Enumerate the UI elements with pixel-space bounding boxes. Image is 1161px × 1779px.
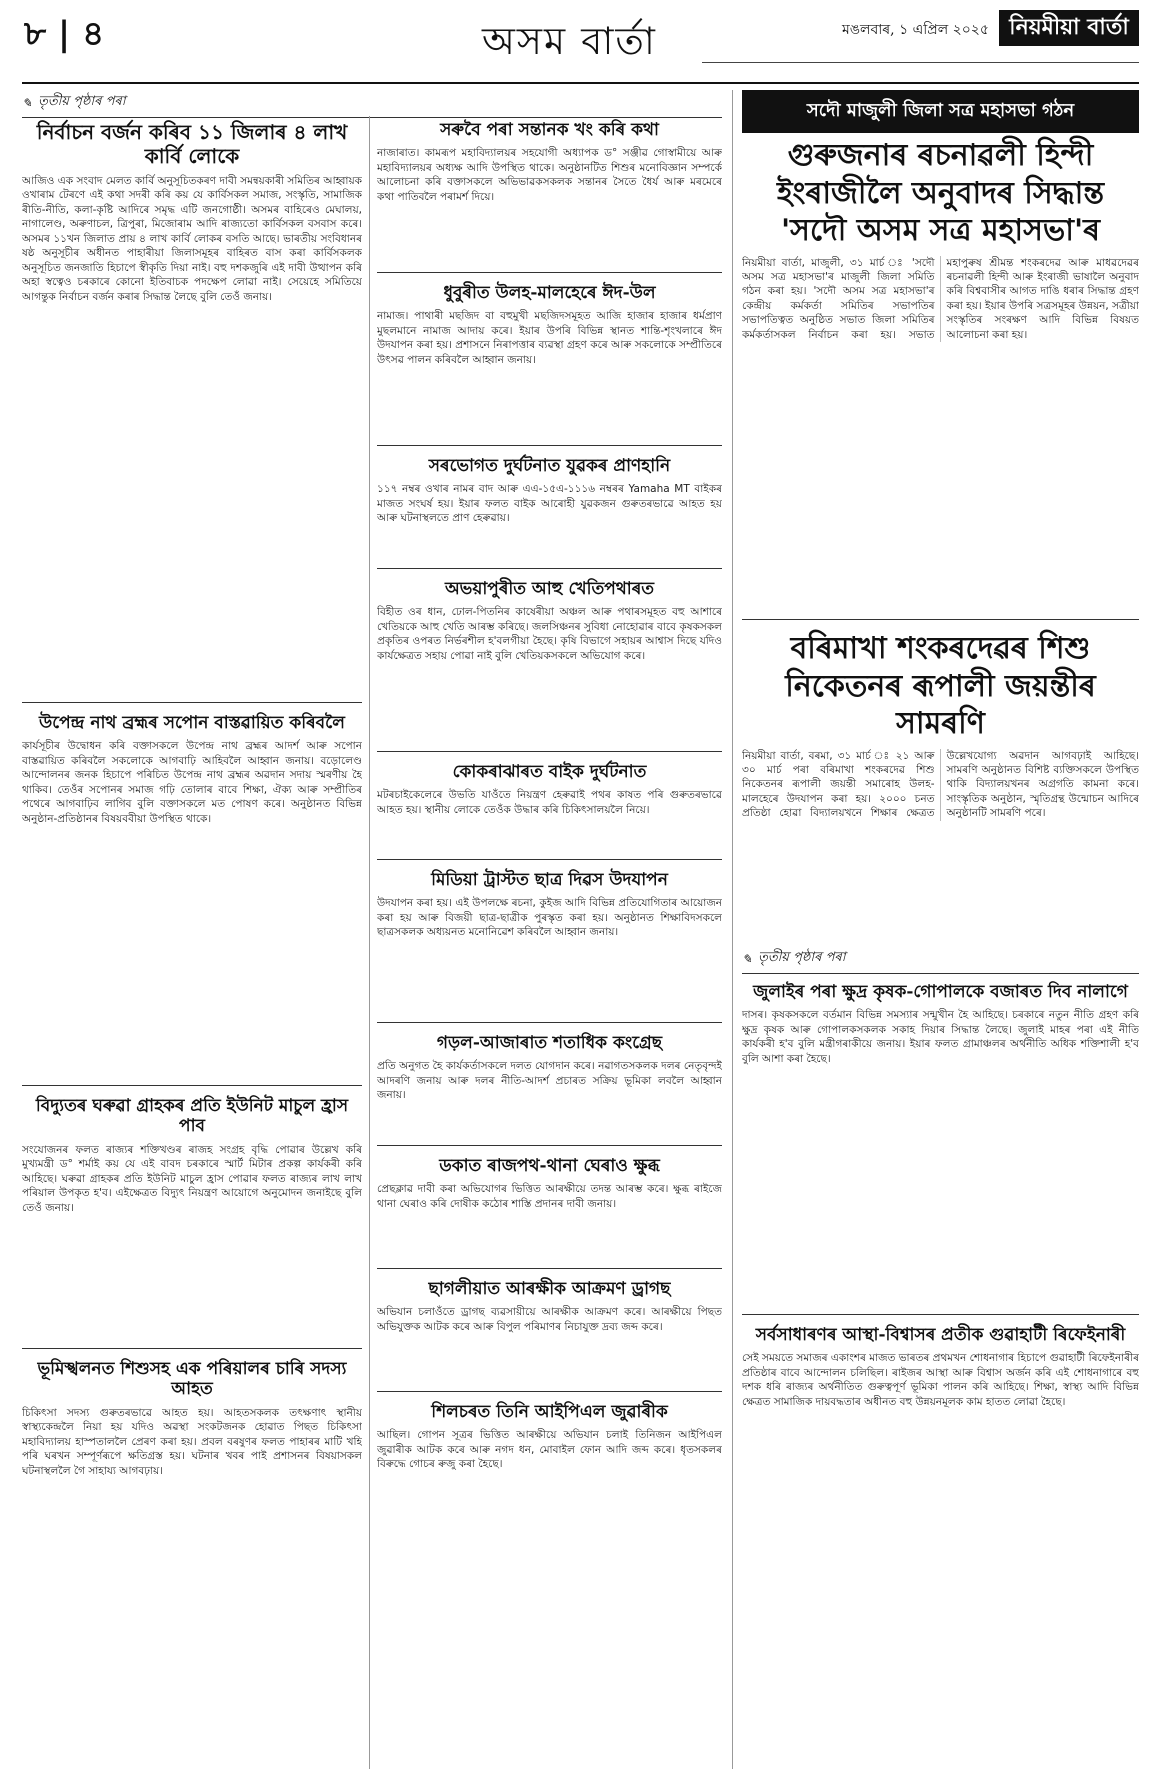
column-divider <box>369 116 370 1769</box>
story-body: নাজাৰাত। কামৰূপ মহাবিদ্যালয়ৰ সহযোগী অধ্যাপক ড° সঞ্জীৱ গোস্বামীয়ে আৰু মহাবিদ্যালয়ৰ অধ্যক্ষ আদি উপস্থিত থাকে। অনুষ্ঠানটিত শিশুৰ মনোবিজ্ঞান সম্পৰ্কে আলোচনা কৰি বক্তাসকলে অভিভাৱকসকলক সন্তানৰ সৈতে ধৈৰ্য আৰু মৰমেৰে কথা পাতিবলৈ পৰামৰ্শ দিয়ে। <box>377 147 722 203</box>
story-body: নিয়মীয়া বাৰ্তা, মাজুলী, ৩১ মাৰ্চ ঃ 'সদৌ অসম সত্ৰ মহাসভা'ৰ মাজুলী জিলা সমিতি গঠন কৰা হয়। 'সদৌ অসম সত্ৰ মহাসভা'ৰ কেন্দ্ৰীয় কৰ্মকৰ্তা সমিতিৰ সভাপতিৰ সভাপতিত্বত অনুষ্ঠিত সভাত জিলা সমিতিৰ কৰ্মকৰ্তাসকল নিৰ্বাচন কৰা হয়। সভাত মহাপুৰুষ শ্ৰীমন্ত শংকৰদেৱ আৰু মাধৱদেৱৰ ৰচনাৱলী হিন্দী আৰু ইংৰাজী ভাষালৈ অনুবাদ কৰি বিশ্ববাসীৰ আগত দাঙি ধৰাৰ সিদ্ধান্ত গ্ৰহণ কৰা হয়। ইয়াৰ উপৰি সত্ৰসমূহৰ উন্নয়ন, সত্ৰীয়া সংস্কৃতিৰ সংৰক্ষণ আদি বিভিন্ন বিষয়ত আলোচনা কৰা হয়। <box>742 256 1139 341</box>
headline: অভয়াপুৰীত আহু খেতিপথাৰত <box>444 579 655 599</box>
headline: কোকৰাঝাৰত বাইক দুৰ্ঘটনাত <box>452 762 647 782</box>
story-ipl-gamblers <box>377 1398 722 1528</box>
story-body: প্ৰেছক্লাৱ দাবী কৰা অভিযোগৰ ভিত্তিত আৰক্ষীয়ে তদন্ত আৰম্ভ কৰে। ক্ষুব্ধ ৰাইজে থানা ঘেৰাও কৰি দোষীক কঠোৰ শাস্তি প্ৰদানৰ দাবী জনায়। <box>377 1183 722 1210</box>
divider <box>377 445 722 446</box>
pencil-icon: ✎ <box>22 95 33 110</box>
divider <box>377 1391 722 1392</box>
divider <box>22 702 362 703</box>
story-body: আছিল। গোপন সূত্ৰৰ ভিত্তিত আৰক্ষীয়ে অভিযান চলাই তিনিজন আইপিএল জুৱাৰীক আটক কৰে আৰু নগদ ধন, মোবাইল ফোন আদি জব্দ কৰে। ধৃতসকলৰ বিৰুদ্ধে গোচৰ ৰুজু কৰা হৈছে। <box>377 1429 722 1471</box>
divider <box>377 1268 722 1269</box>
story-karbi <box>22 116 362 696</box>
story-body: নিয়মীয়া বাৰ্তা, বৰমা, ৩১ মাৰ্চ ঃ ২১ আৰু ৩০ মাৰ্চ পৰা বৰিমাখা শংকৰদেৱ শিশু নিকেতনৰ ৰূপালী জয়ন্তী সমাৰোহ উলহ-মালহেৰে উদযাপন কৰা হয়। ২০০০ চনত প্ৰতিষ্ঠা হোৱা বিদ্যালয়খনে শিক্ষাৰ ক্ষেত্ৰত উল্লেখযোগ্য অৱদান আগবঢ়াই আহিছে। সামৰণি অনুষ্ঠানত বিশিষ্ট ব্যক্তিসকলে উপস্থিত থাকি বিদ্যালয়খনৰ অগ্ৰগতি কামনা কৰে। সাংস্কৃতিক অনুষ্ঠান, স্মৃতিগ্ৰন্থ উন্মোচন আদিৰে অনুষ্ঠানটি সামৰণি পৰে। <box>742 749 1139 820</box>
story-body: চিকিৎসা সদস্য গুৰুতৰভাৱে আহত হয়। আহতসকলক তৎক্ষণাৎ স্থানীয় স্বাস্থ্যকেন্দ্ৰলৈ নিয়া হয় যদিও অৱস্থা সংকটজনক হোৱাত পিছত চিকিৎসা মহাবিদ্যালয় হাস্পতাললৈ প্ৰেৰণ কৰা হয়। প্ৰবল বৰষুণৰ ফলত পাহাৰৰ মাটি খহি পৰি ঘৰখন সম্পূৰ্ণৰূপে ক্ষতিগ্ৰস্ত হয়। ঘটনাৰ খবৰ পাই প্ৰশাসনৰ বিষয়াসকল ঘটনাস্থললৈ গৈ সাহায্য আগবঢ়ায়। <box>22 1406 362 1477</box>
newspaper-logo: নিয়মীয়া বাৰ্তা <box>999 10 1139 46</box>
story-body: সেই সময়তে সমাজৰ একাংশৰ মাজত ভাৰতৰ প্ৰথমখন শোধনাগাৰ হিচাপে গুৱাহাটী ৰিফেইনাৰীৰ প্ৰতিষ্ঠাৰ বাবে আন্দোলন চলিছিল। ৰাইজৰ আস্থা আৰু বিশ্বাস অৰ্জন কৰি এই শোধনাগাৰে বহু দশক ধৰি ৰাজ্যৰ অৰ্থনীতিত গুৰুত্বপূৰ্ণ ভূমিকা পালন কৰি আহিছে। শিক্ষা, স্বাস্থ্য আদি বিভিন্ন ক্ষেত্ৰত সামাজিক দায়বদ্ধতাৰ অধীনত বহু উন্নয়নমূলক কাম হাতত লোৱা হৈছে। <box>742 1352 1139 1408</box>
divider <box>742 619 1139 620</box>
story-body: সংযোজনৰ ফলত ৰাজ্যৰ শক্তিখণ্ডৰ ৰাজহ সংগ্ৰহ বৃদ্ধি পোৱাৰ উল্লেখ কৰি মুখ্যমন্ত্ৰী ড° শৰ্মাই কয় যে এই বাবদ চৰকাৰে স্মাৰ্ট মিটাৰ প্ৰকল্প কাৰ্যকৰী কৰি আহিছে। ঘৰুৱা গ্ৰাহকৰ প্ৰতি ইউনিট মাচুল হ্ৰাস পোৱাৰ ফলত ৰাজ্যৰ লাখ লাখ পৰিয়াল উপকৃত হ'ব। এইক্ষেত্ৰত বিদ্যুৎ নিয়ন্ত্ৰণ আয়োগে অনুমোদন জনাইছে বুলি তেওঁ জনায়। <box>22 1143 362 1214</box>
story-landslide <box>22 1355 362 1655</box>
story-body: কাৰ্যসূচীৰ উদ্বোধন কৰি বক্তাসকলে উপেন্দ্ৰ নাথ ব্ৰহ্মৰ আদৰ্শ আৰু সপোন বাস্তৱায়িত কৰিবলৈ সকলোকে আগবাঢ়ি আহিবলৈ আহ্বান জনায়। বড়োলেণ্ড আন্দোলনৰ জনক হিচাপে পৰিচিত উপেন্দ্ৰ নাথ ব্ৰহ্মৰ অৱদান সদায় স্মৰণীয় হৈ থাকিব। তেওঁৰ সপোনৰ সমাজ গঢ়ি তোলাৰ বাবে শিক্ষা, ঐক্য আৰু সম্প্ৰীতিৰ পথেৰে আগবাঢ়িব লাগিব বুলি বক্তাসকলে মত পোষণ কৰে। অনুষ্ঠানত বিভিন্ন অনুষ্ঠান-প্ৰতিষ্ঠানৰ বিষয়ববীয়া উপস্থিত থাকে। <box>22 740 362 825</box>
headline: ডকাত ৰাজপথ-থানা ঘেৰাও ক্ষুব্ধ <box>439 1156 660 1176</box>
headline: ছাগলীয়াত আৰক্ষীক আক্ৰমণ ড্ৰাগছ <box>428 1279 671 1299</box>
headline: মিডিয়া ট্ৰাস্টত ছাত্ৰ দিৱস উদযাপন <box>431 870 668 890</box>
story-body: ১১৭ নম্বৰ ওখাৰ নামৰ বাদ আৰু এএ-১৫এ-১১১৬ নম্বৰৰ Yamaha MT বাইকৰ মাজত সংঘৰ্ষ হয়। ইয়াৰ ফলত বাইক আৰোহী যুৱকজন গুৰুতৰভাৱে আহত হয় আৰু ঘটনাস্থলতে প্ৰাণ হেৰুৱায়। <box>377 483 722 525</box>
headline: নিৰ্বাচন বৰ্জন কৰিব ১১ জিলাৰ ৪ লাখ কাৰ্বি লোকে <box>36 120 348 168</box>
headline: শিলচৰত তিনি আইপিএল জুৱাৰীক <box>431 1402 668 1422</box>
divider <box>22 1348 362 1349</box>
story-body: প্ৰতি অনুগত হৈ কাৰ্যকৰ্তাসকলে দলত যোগদান কৰে। নৱাগতসকলক দলৰ নেতৃবৃন্দই আদৰণি জনায় আৰু দলৰ নীতি-আদৰ্শ প্ৰচাৰত সক্ৰিয় ভূমিকা লবলৈ আহ্বান জনায়। <box>377 1060 722 1102</box>
masthead <box>22 0 1139 84</box>
divider <box>377 751 722 752</box>
story-body: নামাজ। পাথাৰী মছজিদ বা বহুমুখী মছজিদসমূহত আজি হাজাৰ হাজাৰ ধৰ্মপ্ৰাণ মুছলমানে নামাজ আদায় কৰে। ইয়াৰ উপৰি বিভিন্ন স্থানত শান্তি-শৃংখলাৰে ঈদ উদযাপন কৰা হয়। প্ৰশাসনে নিৰাপত্তাৰ ব্যৱস্থা গ্ৰহণ কৰে আৰু সকলোকে সম্প্ৰীতিৰে উৎসৱ পালন কৰিবলৈ আহ্বান জনায়। <box>377 310 722 366</box>
story-farmers <box>742 978 1139 1308</box>
headline: গুৰুজনাৰ ৰচনাৱলী হিন্দী ইংৰাজীলৈ অনুবাদৰ সিদ্ধান্ত 'সদৌ অসম সত্ৰ মহাসভা'ৰ <box>776 138 1105 248</box>
story-children <box>377 116 722 266</box>
story-eid <box>377 279 722 439</box>
story-body: আজিও এক সংবাদ মেলত কাৰ্বি অনুসূচিতকৰণ দাবী সমন্বয়কাৰী সমিতিৰ আহ্বায়ক ওখাৰাম টেৰণে এই কথা সদৰী কৰি কয় যে কাৰ্বিসকল সমাজ, সংস্কৃতি, সামাজিক ৰীতি-নীতি, কলা-কৃষ্টি আদিৰে সমৃদ্ধ এটি জনগোষ্ঠী। অসমৰ বাহিৰেও মেঘালয়, নাগালেণ্ড, অৰুণাচল, ত্ৰিপুৰা, মিজোৰাম আদি ৰাজ্যতো কাৰ্বিসকল বসবাস কৰে। অসমৰ ১১খন জিলাত প্ৰায় ৪ লাখ কাৰ্বি লোকৰ বসতি আছে। ভাৰতীয় সংবিধানৰ ষষ্ঠ অনুসূচীৰ অধীনত পাহাৰীয়া জিলাসমূহৰ বাহিৰত বাস কৰা কাৰ্বিসকলক অনুসূচিত জনজাতি হিচাপে স্বীকৃতি দিয়া নাই। বহু দশকজুৰি এই দাবী উত্থাপন কৰি অহা স্বত্বেও চৰকাৰে কোনো ইতিবাচক পদক্ষেপ লোৱা নাই। সেয়েহে সমিতিয়ে আগন্তুক নিৰ্বাচন বৰ্জন কৰাৰ সিদ্ধান্ত লৈছে বুলি তেওঁ জনায়। <box>22 175 362 303</box>
story-farming <box>377 575 722 745</box>
page-number: ৮ | ৪ <box>24 14 105 54</box>
section-band: সদৌ মাজুলী জিলা সত্ৰ মহাসভা গঠন <box>742 90 1139 133</box>
story-shishu-niketan <box>742 626 1139 946</box>
story-electricity <box>22 1092 362 1342</box>
masthead-rule <box>702 62 1139 63</box>
headline: সৰুবৈ পৰা সন্তানক খং কৰি কথা <box>440 120 659 140</box>
story-drugs <box>377 1275 722 1385</box>
continued-label: ✎ তৃতীয় পৃষ্ঠাৰ পৰা <box>22 90 722 118</box>
headline: বৰিমাখা শংকৰদেৱৰ শিশু নিকেতনৰ ৰূপালী জয়ন্তীৰ সামৰণি <box>785 631 1096 741</box>
divider <box>377 272 722 273</box>
pencil-icon: ✎ <box>742 951 753 966</box>
right-column <box>742 90 1139 1769</box>
left-column <box>22 90 722 1769</box>
page-columns <box>22 90 1139 1769</box>
story-kokrajhar <box>377 758 722 853</box>
story-thana-gherao <box>377 1152 722 1262</box>
section-title: অসম বাৰ্তা <box>482 19 657 63</box>
divider <box>377 1022 722 1023</box>
story-body: বিহীত ওৰ ধান, ঢোল-পিতনিৰ কাষেৰীয়া অঞ্চল আৰু পথাৰসমূহত বহু আশাৰে খেতিয়কে আহু খেতি আৰম্ভ কৰিছে। জলসিঞ্চনৰ সুবিধা নোহোৱাৰ বাবে কৃষকসকল প্ৰকৃতিৰ ওপৰত নিৰ্ভৰশীল হ'বলগীয়া হৈছে। কৃষি বিভাগে সহায়ৰ আশ্বাস দিছে যদিও কাৰ্যক্ষেত্ৰত সহায় পোৱা নাই বুলি খেতিয়কসকলে অভিযোগ কৰে। <box>377 606 722 662</box>
headline: ভূমিস্খলনত শিশুসহ এক পৰিয়ালৰ চাৰি সদস্য আহত <box>37 1359 347 1400</box>
story-body: উদযাপন কৰা হয়। এই উপলক্ষে ৰচনা, কুইজ আদি বিভিন্ন প্ৰতিযোগিতাৰ আয়োজন কৰা হয় আৰু বিজয়ী ছাত্ৰ-ছাত্ৰীক পুৰস্কৃত কৰা হয়। অনুষ্ঠানত শিক্ষাবিদসকলে ছাত্ৰসকলক অধ্যয়নত মনোনিৱেশ কৰিবলৈ আহ্বান জনায়। <box>377 897 722 939</box>
divider <box>22 1085 362 1086</box>
headline: গড়ল-আজাৰাত শতাধিক কংগ্ৰেছ <box>436 1033 663 1053</box>
story-media-trust <box>377 866 722 1016</box>
story-satra-mahasabha <box>742 133 1139 613</box>
left-subcolumn <box>22 116 362 1769</box>
headline: সৰ্বসাধাৰণৰ আস্থা-বিশ্বাসৰ প্ৰতীক গুৱাহাটী ৰিফেইনাৰী <box>755 1325 1126 1345</box>
story-accident <box>377 452 722 562</box>
divider <box>377 1145 722 1146</box>
story-body: দাসৰ। কৃষকসকলে বৰ্তমান বিভিন্ন সমস্যাৰ সন্মুখীন হৈ আহিছে। চৰকাৰে নতুন নীতি গ্ৰহণ কৰি ক্ষুদ্ৰ কৃষক আৰু গোপালকসকলক সকাহ দিয়াৰ সিদ্ধান্ত লৈছে। জুলাই মাহৰ পৰা এই নীতি কাৰ্যকৰী হ'ব বুলি মন্ত্ৰীগৰাকীয়ে জনায়। ইয়াৰ ফলত গ্ৰামাঞ্চলৰ অৰ্থনীতি অধিক শক্তিশালী হ'ব বুলি আশা কৰা হৈছে। <box>742 1009 1139 1065</box>
issue-date: মঙলবাৰ, ১ এপ্ৰিল ২০২৫ <box>841 22 989 38</box>
headline: সৰভোগত দুৰ্ঘটনাত যুৱকৰ প্ৰাণহানি <box>428 456 671 476</box>
story-congress <box>377 1029 722 1139</box>
divider <box>377 859 722 860</box>
headline: ধুবুৰীত উলহ-মালহেৰে ঈদ-উল <box>443 283 656 303</box>
story-refinery <box>742 1321 1139 1681</box>
continued-label: ✎ তৃতীয় পৃষ্ঠাৰ পৰা <box>742 946 1139 974</box>
story-upendra <box>22 709 362 1079</box>
headline: বিদ্যুতৰ ঘৰুৱা গ্ৰাহকৰ প্ৰতি ইউনিট মাচুল হ্ৰাস পাব <box>35 1096 349 1137</box>
story-body: মটৰচাইকেলেৰে উভতি যাওঁতে নিয়ন্ত্ৰণ হেৰুৱাই পথৰ কাষত পৰি গুৰুতৰভাৱে আহত হয়। স্থানীয় লোকে তেওঁক উদ্ধাৰ কৰি চিকিৎসালয়লৈ নিয়ে। <box>377 789 722 816</box>
divider <box>377 568 722 569</box>
divider <box>742 1314 1139 1315</box>
headline: উপেন্দ্ৰ নাথ ব্ৰহ্মৰ সপোন বাস্তৱায়িত কৰিবলৈ <box>39 713 345 733</box>
middle-subcolumn <box>377 116 722 1769</box>
story-body: অভিযান চলাওঁতে ড্ৰাগছ ব্যৱসায়ীয়ে আৰক্ষীক আক্ৰমণ কৰে। আৰক্ষীয়ে পিছত অভিযুক্তক আটক কৰে আৰু বিপুল পৰিমাণৰ নিচাযুক্ত দ্ৰব্য জব্দ কৰে। <box>377 1306 722 1333</box>
column-divider <box>732 90 733 1769</box>
headline: জুলাইৰ পৰা ক্ষুদ্ৰ কৃষক-গোপালকে বজাৰত দিব নালাগে <box>753 982 1128 1002</box>
